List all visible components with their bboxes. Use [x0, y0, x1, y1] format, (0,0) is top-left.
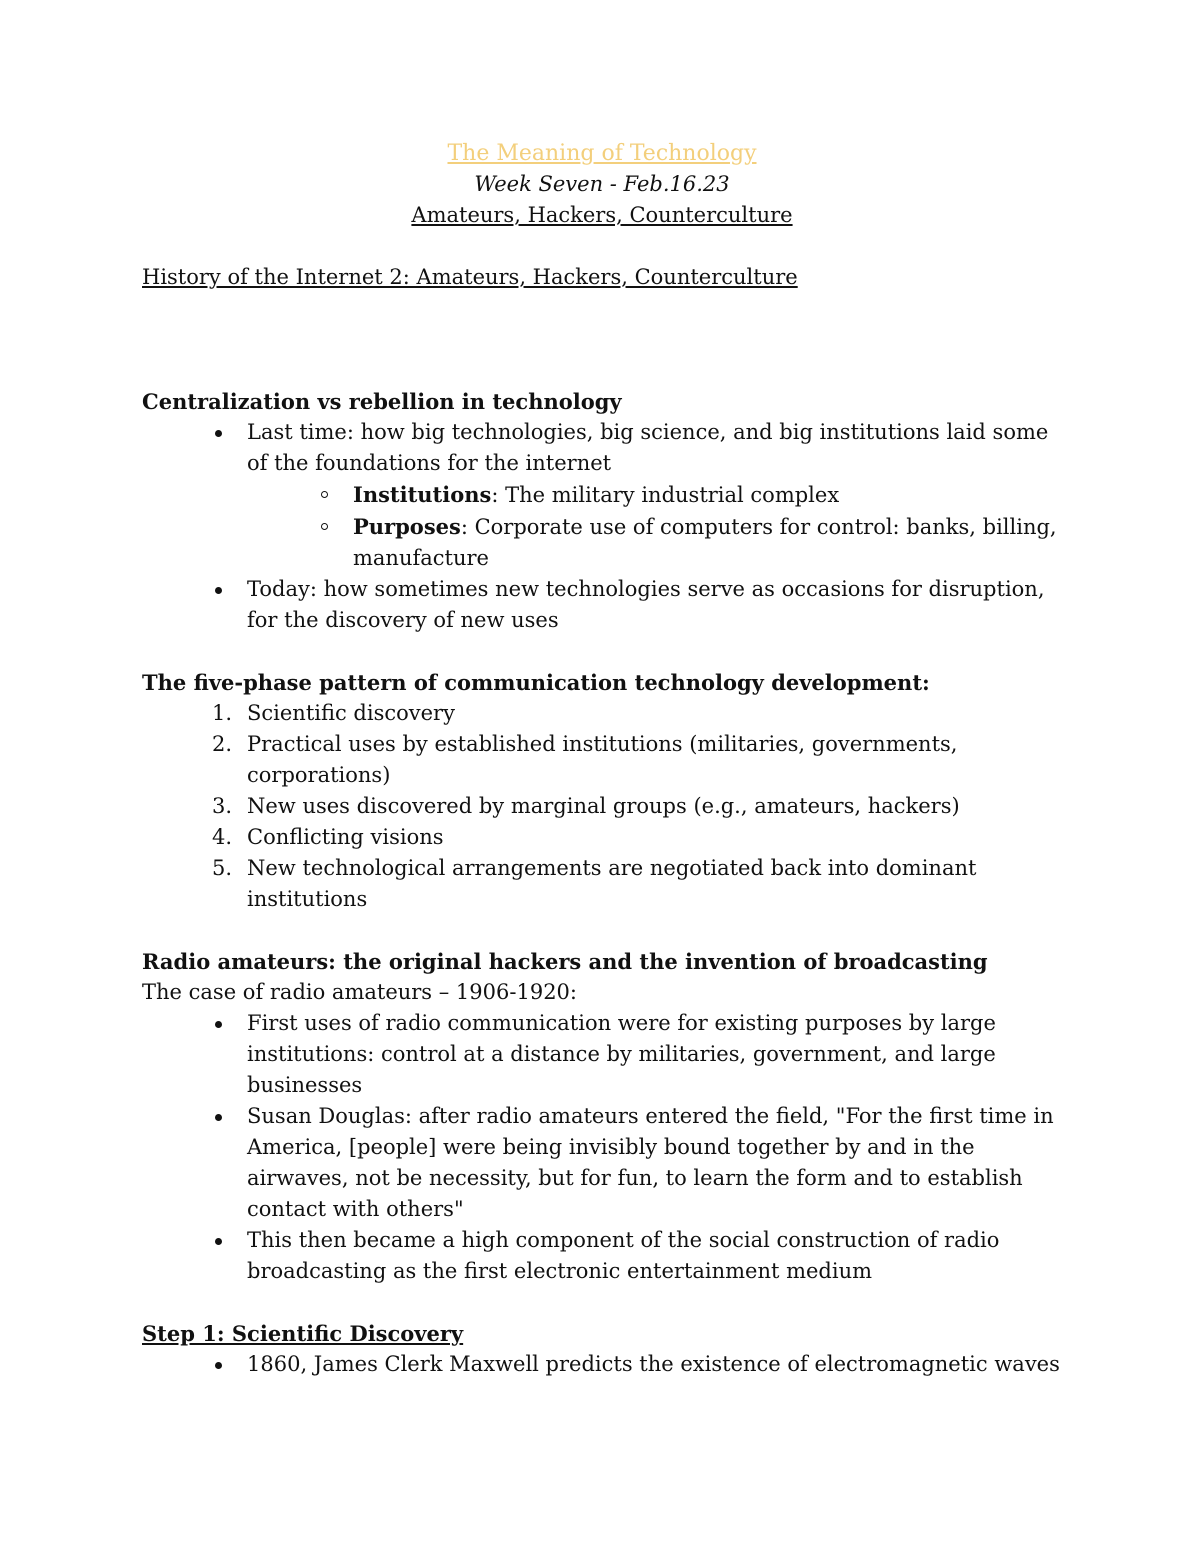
- lecture-heading: History of the Internet 2: Amateurs, Hackers, Counterculture: [142, 265, 798, 289]
- radio-amateurs-list: [142, 1008, 1062, 1287]
- document-header: [142, 138, 1062, 231]
- week-date: Week Seven - Feb.16.23: [474, 172, 730, 196]
- list-item: Purposes: Corporate use of computers for control: banks, billing, manufacture: [142, 511, 1062, 574]
- document-title[interactable]: The Meaning of Technology: [447, 141, 757, 166]
- document-page: [142, 138, 1062, 1380]
- list-item: 5. New technological arrangements are negotiated back into dominant institutions: [212, 856, 977, 911]
- bullet-icon: [215, 1114, 222, 1121]
- list-item: Institutions: The military industrial complex: [142, 479, 1062, 511]
- hollow-bullet-icon: [321, 523, 328, 530]
- list-item: 1860, James Clerk Maxwell predicts the existence of electromagnetic waves: [142, 1349, 1062, 1380]
- bullet-icon: [215, 430, 222, 437]
- section-radio-amateurs-heading: Radio amateurs: the original hackers and the invention of broadcasting: [142, 949, 988, 974]
- hollow-bullet-icon: [321, 491, 328, 498]
- topic-title: Amateurs, Hackers, Counterculture: [411, 203, 793, 227]
- bullet-icon: [215, 1362, 222, 1369]
- section-step1-heading: Step 1: Scientific Discovery: [142, 1321, 464, 1346]
- bullet-icon: [215, 1021, 222, 1028]
- list-item: 4. Conflicting visions: [212, 825, 444, 849]
- list-item: Susan Douglas: after radio amateurs entered the field, "For the first time in America, [people] were being invisibly bound together by and in the airwaves, not be necessity, but for fun, to learn the form and to establish contact with others": [142, 1101, 1062, 1225]
- radio-amateurs-intro: The case of radio amateurs – 1906-1920:: [142, 980, 577, 1004]
- section-five-phase-heading: The five-phase pattern of communication technology development:: [142, 670, 930, 695]
- bullet-icon: [215, 587, 222, 594]
- section-centralization-list: [142, 417, 1062, 636]
- list-item: Last time: how big technologies, big science, and big institutions laid some of the foundations for the internet: [142, 417, 1062, 479]
- list-item: 1. Scientific discovery: [212, 701, 455, 725]
- bullet-icon: [215, 1238, 222, 1245]
- list-item: First uses of radio communication were for existing purposes by large institutions: control at a distance by militaries, government, and large businesses: [142, 1008, 1062, 1101]
- list-item: This then became a high component of the social construction of radio broadcasting as the first electronic entertainment medium: [142, 1225, 1062, 1287]
- list-item: 2. Practical uses by established institutions (militaries, governments, corporations): [212, 732, 958, 787]
- step1-list: [142, 1349, 1062, 1380]
- list-item: Today: how sometimes new technologies serve as occasions for disruption, for the discovery of new uses: [142, 574, 1062, 636]
- list-item: 3. New uses discovered by marginal groups (e.g., amateurs, hackers): [212, 794, 960, 818]
- section-centralization-heading: Centralization vs rebellion in technology: [142, 389, 622, 414]
- five-phase-list: [142, 698, 1062, 915]
